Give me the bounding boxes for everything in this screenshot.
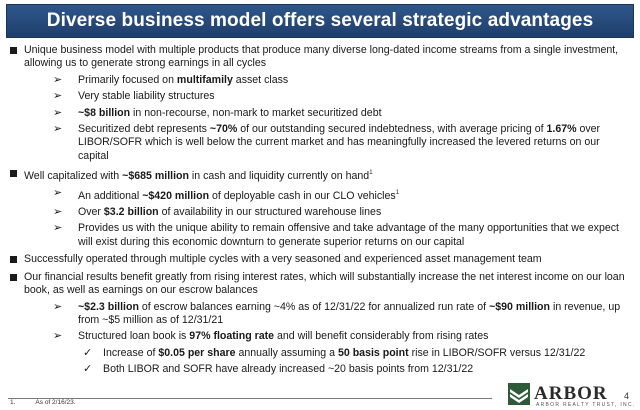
sub-bullet-item	[0, 107, 640, 120]
sub-bullet-item	[0, 330, 640, 343]
logo-subtitle: ARBOR REALTY TRUST, INC.	[536, 402, 636, 408]
square-bullet-icon	[10, 274, 17, 281]
text-run: rise in LIBOR/SOFR versus 12/31/22	[408, 346, 586, 359]
title-banner	[6, 4, 634, 38]
sub-bullet-item	[0, 222, 640, 249]
text-run: Primarily focused on	[78, 73, 177, 86]
sub-bullet-item	[0, 74, 640, 87]
text-run: ~$2.3 billion	[78, 300, 139, 313]
arrow-bullet-icon: ➢	[53, 90, 63, 103]
text-run: 1	[395, 189, 400, 196]
bullet-list	[0, 44, 640, 377]
text-run: An additional	[78, 189, 143, 202]
sub-sub-bullet-item	[0, 347, 640, 360]
text-run: Securitized debt represents	[78, 123, 210, 136]
text-run: over LIBOR/SOFR which is well below the current market and has meaningfully increased the levered returns on our capital	[78, 123, 601, 162]
footnote	[10, 399, 76, 406]
square-bullet-icon	[10, 47, 17, 54]
sub-bullet-item	[0, 206, 640, 219]
text-run: 50 basis point	[337, 346, 409, 359]
page-number: 4	[624, 391, 630, 401]
text-run: ~$420 million	[142, 189, 210, 202]
arrow-bullet-icon: ➢	[53, 73, 63, 86]
arrow-bullet-icon: ➢	[53, 222, 63, 235]
text-run: of escrow balances earning ~4% as of 12/31/22 for annualized run rate of	[138, 300, 490, 313]
text-run: Over	[78, 206, 104, 219]
text-run: ~$685 million	[122, 170, 189, 183]
footer-divider	[8, 398, 492, 399]
sub-bullet-item	[0, 187, 640, 203]
text-run: Well capitalized with	[24, 170, 123, 183]
text-run: Both LIBOR and SOFR have already increased ~20 basis points from 12/31/22	[103, 363, 474, 376]
square-bullet-icon	[10, 170, 17, 177]
logo-name: ARBOR	[534, 383, 608, 404]
text-run: of availability in our structured warehouse lines	[158, 206, 382, 219]
text-run: of deployable cash in our CLO vehicles	[209, 189, 396, 202]
sub-bullet-item	[0, 123, 640, 163]
arbor-logo	[508, 383, 636, 409]
sub-bullet-item	[0, 301, 640, 328]
text-run: ~$90 million	[489, 300, 551, 313]
text-run: Unique business model with multiple products that produce many diverse long-dated income streams from a single investment, allowing us to generate strong earnings in all cycles	[24, 44, 619, 70]
text-run: $0.05 per share	[158, 346, 236, 359]
text-run: Provides us with the unique ability to remain offensive and take advantage of the many opportunities that we expect will exist during this economic downturn to generate superior returns on our capital	[78, 222, 620, 248]
sub-sub-bullet-item	[0, 363, 640, 376]
text-run: Our financial results benefit greatly from rising interest rates, which will substantially increase the net interest income on our loan book, as well as earnings on our escrow balances	[24, 270, 625, 297]
text-run: 1	[369, 170, 373, 177]
bullet-item	[0, 271, 640, 298]
bullet-item	[0, 253, 640, 266]
checkmark-bullet-icon: ✓	[83, 346, 93, 359]
slide-title: Diverse business model offers several strategic advantages	[46, 10, 594, 31]
text-run: ~70%	[209, 123, 238, 136]
text-run: annually assuming a	[235, 346, 338, 359]
square-bullet-icon	[10, 256, 17, 263]
bullet-item	[0, 167, 640, 183]
text-run: of our outstanding secured indebtedness, with average pricing of	[237, 123, 547, 136]
text-run: asset class	[232, 73, 289, 86]
arrow-bullet-icon: ➢	[53, 330, 63, 343]
text-run: and will benefit considerably from rising rates	[274, 330, 489, 343]
footnote-text: As of 2/16/23.	[35, 399, 76, 406]
text-run: in revenue, up from ~$5 million as of 12/31/21	[78, 300, 621, 326]
footnote-number: 1.	[10, 399, 16, 406]
text-run: Successfully operated through multiple cycles with a very seasoned and experienced asset management team	[24, 253, 542, 266]
arrow-bullet-icon: ➢	[53, 186, 63, 199]
arrow-bullet-icon: ➢	[53, 300, 63, 313]
text-run: Structured loan book is	[78, 330, 190, 343]
text-run: Very stable liability structures	[78, 90, 215, 103]
text-run: ~$8 billion	[78, 106, 131, 119]
sub-bullet-item	[0, 90, 640, 103]
text-run: Increase of	[103, 346, 159, 359]
text-run: 97% floating rate	[189, 330, 275, 343]
arrow-bullet-icon: ➢	[53, 123, 63, 136]
arrow-bullet-icon: ➢	[53, 206, 63, 219]
text-run: $3.2 billion	[103, 206, 159, 219]
checkmark-bullet-icon: ✓	[83, 363, 93, 376]
text-run: in cash and liquidity currently on hand	[188, 170, 370, 183]
arbor-logo-mark-icon	[508, 383, 530, 405]
arrow-bullet-icon: ➢	[53, 106, 63, 119]
bullet-item	[0, 44, 640, 71]
text-run: 1.67%	[546, 123, 577, 136]
text-run: in non-recourse, non-mark to market securitized debt	[130, 106, 382, 119]
text-run: multifamily	[176, 73, 233, 86]
